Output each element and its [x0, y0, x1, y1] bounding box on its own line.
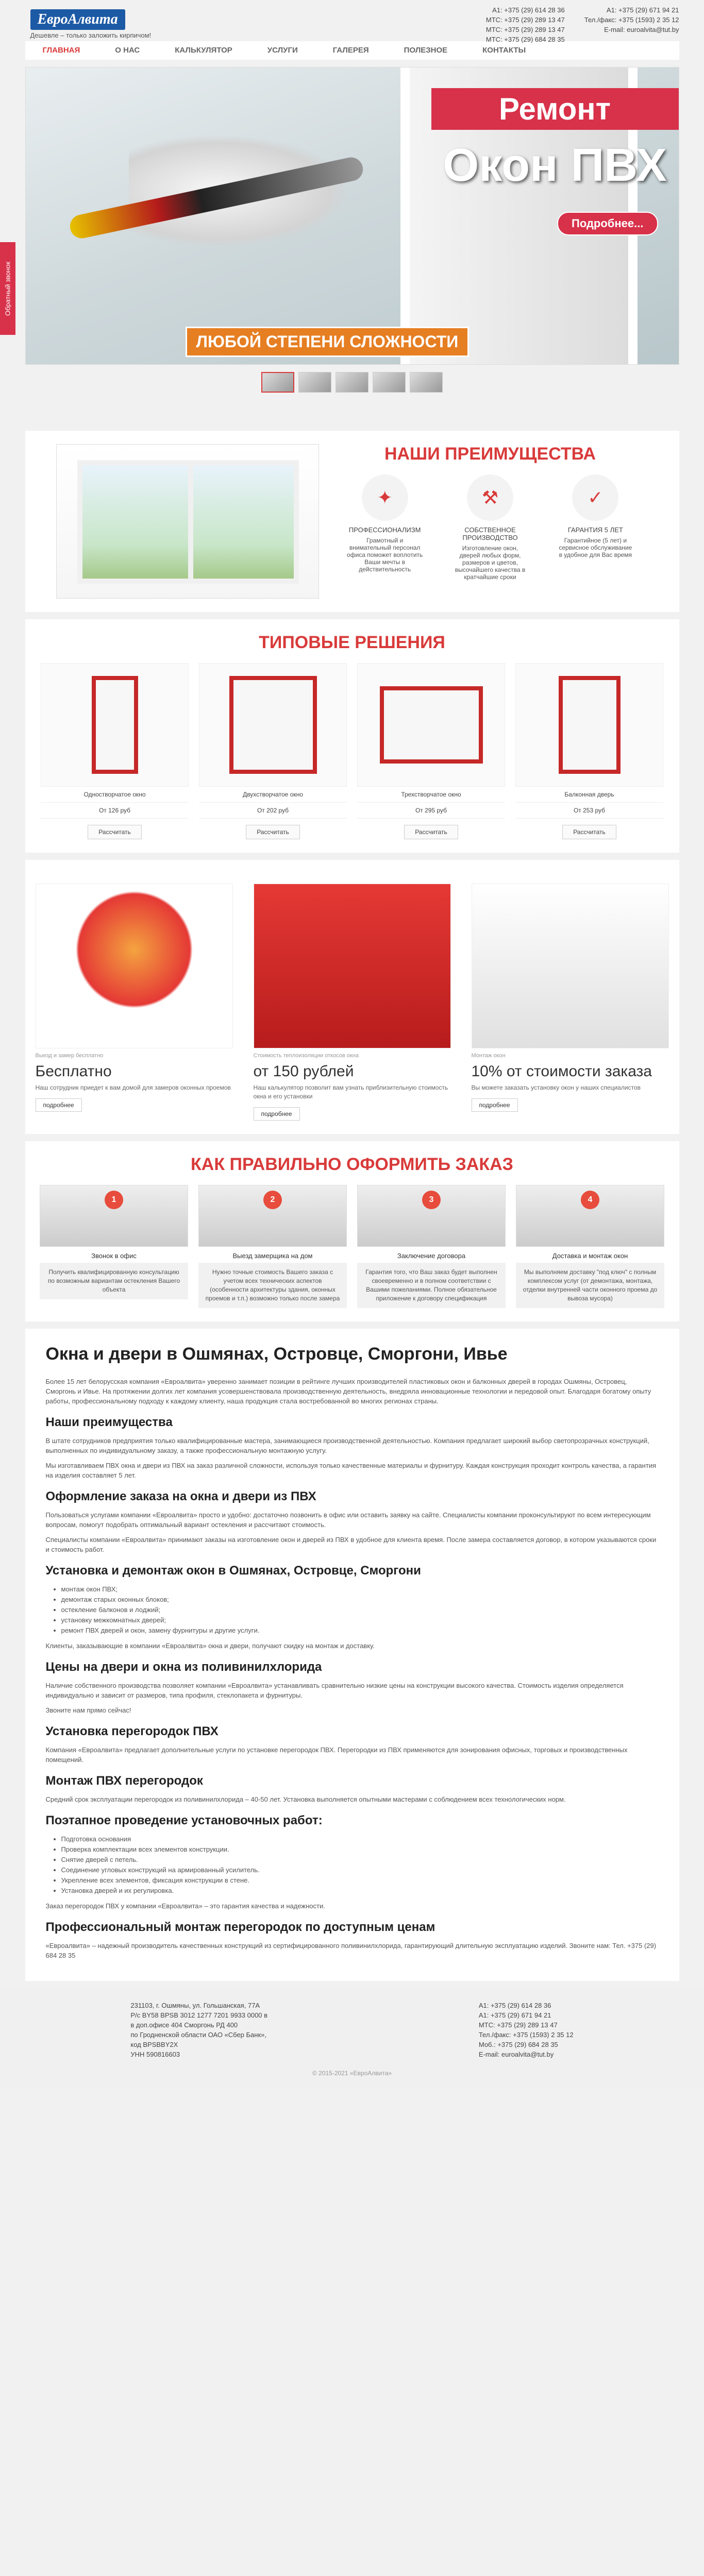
contact-line: A1: +375 (29) 614 28 36 — [492, 6, 565, 14]
type-price: От 126 руб — [41, 803, 189, 819]
type-card — [357, 663, 505, 839]
step-number: 3 — [422, 1191, 441, 1209]
advantage-item — [451, 474, 529, 581]
text-p: Мы изготавливаем ПВХ окна и двери из ПВХ на заказ различной сложности, используя только качественные материалы и фурнитуру. Каждая конструкция проходит контроль качества, а гарантия на изделия составляет 5 лет. — [45, 1462, 657, 1479]
slider-thumb[interactable] — [261, 372, 294, 393]
step-image — [516, 1185, 664, 1247]
step-card — [516, 1185, 664, 1308]
offer-title: от 150 рублей — [253, 1063, 354, 1080]
seo-text — [25, 1329, 679, 1981]
step-desc: Гарантия того, что Ваш заказ будет выполнен своевременно и в полном соответствии с Вашими пожеланиями. Полное обязательное приложение к договору спецификация — [357, 1263, 506, 1308]
step-image — [40, 1185, 188, 1247]
network-icon: ✦ — [362, 474, 408, 521]
offer-calculator-image — [254, 884, 451, 1048]
footer-line: 231103, г. Ошмяны, ул. Гольшанская, 77А — [130, 2002, 260, 2009]
slider-thumb[interactable] — [298, 372, 331, 393]
slider-thumbs — [25, 372, 679, 393]
offer-desc: Наш калькулятор позволит вам узнать приблизительную стоимость окна и его установки — [253, 1084, 448, 1100]
list-item: • Установка дверей и их регулировка. — [61, 1886, 659, 1896]
list-item: • демонтаж старых оконных блоков; — [61, 1595, 659, 1605]
nav-item-5[interactable]: ПОЛЕЗНОЕ — [404, 46, 448, 55]
type-price: От 253 руб — [515, 803, 663, 819]
text-p: «Евроалвита» – надежный производитель качественных конструкций из сертифицированного поливинилхлорида, гарантирующий длительную эксплуатацию изделий. Звоните нам: Тел. +375 (29) 684 28 35 — [45, 1942, 657, 1959]
offer-caption: Монтаж окон — [471, 1053, 506, 1059]
footer-line: Моб.: +375 (29) 684 28 35 — [478, 2041, 558, 2048]
list-item: • установку межкомнатных дверей; — [61, 1615, 659, 1625]
type-price: От 202 руб — [199, 803, 347, 819]
text-p: Клиенты, заказывающие в компании «Евроалвита» окна и двери, получают скидку на монтаж и доставку. — [45, 1642, 375, 1650]
slider-thumb[interactable] — [373, 372, 406, 393]
types-section — [25, 619, 679, 853]
text-h3: Оформление заказа на окна и двери из ПВХ — [45, 1489, 316, 1503]
list-item: • Соединение угловых конструкций на армированный усилитель. — [61, 1865, 659, 1875]
advantages-window-image — [56, 444, 319, 599]
offer-installer-image — [472, 884, 669, 1048]
footer-line: E-mail: euroalvita@tut.by — [478, 2050, 554, 2058]
type-name: Двухстворчатое окно — [199, 787, 347, 803]
step-image — [357, 1185, 506, 1247]
text-h3: Установка и демонтаж окон в Ошмянах, Островце, Сморгони — [45, 1564, 421, 1578]
list-item: • ремонт ПВХ дверей и окон, замену фурнитуры и другие услуги. — [61, 1625, 659, 1636]
text-h3: Профессиональный монтаж перегородок по доступным ценам — [45, 1920, 435, 1934]
type-name: Одностворчатое окно — [41, 787, 189, 803]
hero-tag1: Ремонт — [431, 88, 679, 130]
contact-line: A1: +375 (29) 671 94 21 — [606, 6, 679, 14]
step-number: 4 — [581, 1191, 599, 1209]
type-name: Трехстворчатое окно — [357, 787, 505, 803]
list-item: • остекление балконов и лоджий; — [61, 1605, 659, 1615]
step-desc: Получить квалифицированную консультацию по возможным вариантам остекления Вашего объекта — [40, 1263, 188, 1299]
step-title: Доставка и монтаж окон — [552, 1252, 628, 1260]
advantages-title: НАШИ ПРЕИМУЩЕСТВА — [384, 444, 596, 464]
slider-thumb[interactable] — [336, 372, 368, 393]
offer-card — [36, 884, 233, 1121]
step-desc: Нужно точные стоимость Вашего заказа с учетом всех технических аспектов (особенности архитектуры здания, оконных проемов и т.п.) возможно только после замера — [198, 1263, 347, 1308]
text-p: Компания «Евроалвита» предлагает дополнительные услуги по установке перегородок ПВХ. Перегородки из ПВХ применяются для зонирования офисных, торговых и производственных помещений. — [45, 1746, 628, 1764]
footer-line: A1: +375 (29) 671 94 21 — [478, 2011, 551, 2019]
offer-caption: Стоимость теплоизоляции откосов окна — [253, 1053, 359, 1059]
advantage-title: СОБСТВЕННОЕ ПРОИЗВОДСТВО — [462, 526, 518, 541]
offer-more-button[interactable]: подробнее — [254, 1107, 300, 1121]
services-list — [46, 1584, 659, 1636]
types-title: ТИПОВЫЕ РЕШЕНИЯ — [259, 633, 445, 652]
text-h3: Установка перегородок ПВХ — [45, 1724, 219, 1738]
steps-section — [25, 1141, 679, 1321]
contact-line: МТС: +375 (29) 289 13 47 — [485, 16, 565, 24]
step-title: Заключение договора — [397, 1252, 466, 1260]
footer — [0, 1988, 704, 2089]
offer-card — [254, 884, 451, 1121]
nav-item-4[interactable]: ГАЛЕРЕЯ — [332, 46, 369, 55]
contacts-right — [584, 5, 679, 44]
text-p: Средний срок эксплуатации перегородок из поливинилхлорида – 40-50 лет. Установка выполняется опытными мастерами с соблюдением всех технологических норм. — [45, 1795, 566, 1803]
window-type-image — [199, 663, 347, 787]
step-number: 2 — [263, 1191, 282, 1209]
offer-worker-image — [36, 884, 233, 1048]
nav-item-6[interactable]: КОНТАКТЫ — [482, 46, 526, 55]
step-card — [198, 1185, 347, 1308]
contact-line: Тел./факс: +375 (1593) 2 35 12 — [584, 16, 679, 24]
contacts-left — [486, 5, 565, 44]
window-type-image — [357, 663, 505, 787]
check-icon: ✓ — [572, 474, 618, 521]
type-card — [515, 663, 663, 839]
window-type-image — [41, 663, 189, 787]
offer-caption: Выезд и замер бесплатно — [35, 1053, 104, 1059]
step-number: 1 — [105, 1191, 123, 1209]
type-card — [199, 663, 347, 839]
advantage-title: ПРОФЕССИОНАЛИЗМ — [348, 526, 421, 534]
footer-line: A1: +375 (29) 614 28 36 — [478, 2002, 551, 2009]
text-p: В штате сотрудников предприятия только квалифицированные мастера, занимающиеся производственной деятельностью. Компания предлагает широкий выбор светопрозрачных конструкций, выполненных по индивидуальному заказу, а также профессиональную монтажную услугу. — [45, 1437, 649, 1454]
type-card — [41, 663, 189, 839]
nav-item-2[interactable]: КАЛЬКУЛЯТОР — [175, 46, 232, 55]
steps-list — [46, 1834, 659, 1896]
offer-desc: Вы можете заказать установку окон у наших специалистов — [471, 1084, 641, 1091]
advantages-section — [25, 431, 679, 612]
list-item: • Подготовка основания — [61, 1834, 659, 1844]
advantage-desc: Изготовление окон, дверей любых форм, размеров и цветов, высочайшего качества в кратчайшие сроки — [455, 545, 526, 581]
calculate-button[interactable]: Рассчитать — [562, 825, 616, 839]
offers-section — [25, 860, 679, 1134]
text-h3: Наши преимущества — [45, 1415, 173, 1429]
footer-line: МТС: +375 (29) 289 13 47 — [478, 2021, 558, 2029]
list-item: • монтаж окон ПВХ; — [61, 1584, 659, 1595]
callback-tab[interactable]: Обратный звонок — [0, 242, 15, 335]
contact-line: E-mail: euroalvita@tut.by — [604, 26, 679, 33]
advantage-item — [346, 474, 424, 581]
window-type-image — [515, 663, 663, 787]
list-item: • Проверка комплектации всех элементов конструкции. — [61, 1844, 659, 1855]
offer-more-button[interactable]: подробнее — [472, 1098, 518, 1112]
header-contacts — [486, 5, 679, 44]
footer-address — [130, 2001, 267, 2059]
calculate-button[interactable]: Рассчитать — [404, 825, 458, 839]
advantage-desc: Грамотный и внимательный персонал офиса поможет воплотить Ваши мечты в действительность — [347, 537, 423, 573]
nav-item-3[interactable]: УСЛУГИ — [267, 46, 298, 55]
text-p: Более 15 лет белорусская компания «Евроалвита» уверенно занимает позиции в рейтинге лучших производителей пластиковых окон и балконных дверей в городах Ошмяны, Островец, Сморгонь и Ивье. На протяжении долгих лет компания усовершенствовала производственную деятельность, внедряла инновационные технологии и передовой опыт. Благодаря богатому опыту работы, профессиональному подходу к каждому клиенту, наша продукция стала востребованной во многих регионах страны. — [45, 1378, 651, 1405]
footer-line: Тел./факс: +375 (1593) 2 35 12 — [478, 2031, 574, 2039]
logo-text: ЕвроАлвита — [30, 9, 125, 30]
offer-card — [472, 884, 669, 1121]
contact-line: МТС: +375 (29) 684 28 35 — [485, 36, 565, 43]
text-h3: Цены на двери и окна из поливинилхлорида — [45, 1660, 322, 1674]
contact-line: MTC: +375 (29) 289 13 47 — [485, 26, 565, 33]
type-name: Балконная дверь — [515, 787, 663, 803]
logo[interactable] — [30, 9, 152, 39]
text-p: Звоните нам прямо сейчас! — [45, 1706, 131, 1714]
hero-slider — [25, 67, 679, 365]
text-p: Пользоваться услугами компании «Евроалвита» просто и удобно: достаточно позвонить в офис или оставить заявку на сайте. Специалисты компании проконсультируют по всем интересующим вопросам, помогут подобрать оптимальный вариант остекления и рассчитают стоимость. — [45, 1511, 651, 1529]
nav-item-1[interactable]: О НАС — [115, 46, 140, 55]
text-h1: Окна и двери в Ошмянах, Островце, Сморгони, Ивье — [45, 1344, 508, 1364]
header — [25, 0, 679, 41]
hero-tag2: Окон ПВХ — [443, 140, 667, 191]
offer-desc: Наш сотрудник приедет к вам домой для замеров оконных проемов — [35, 1084, 231, 1091]
step-card — [40, 1185, 188, 1308]
calculate-button[interactable]: Рассчитать — [246, 825, 300, 839]
step-title: Выезд замерщика на дом — [232, 1252, 313, 1260]
step-image — [198, 1185, 347, 1247]
footer-line: в доп.офисе 404 Сморгонь РД 400 — [130, 2021, 238, 2029]
footer-line: код BPSBBY2X — [130, 2041, 178, 2048]
slider-thumb[interactable] — [410, 372, 443, 393]
hero-more-button[interactable]: Подробнее... — [557, 212, 658, 235]
type-price: От 295 руб — [357, 803, 505, 819]
footer-phones — [479, 2001, 574, 2059]
advantage-desc: Гарантийное (5 лет) и сервисное обслуживание в удобное для Вас время — [559, 537, 632, 558]
calculate-button[interactable]: Рассчитать — [88, 825, 142, 839]
text-p: Наличие собственного производства позволяет компании «Евроалвита» устанавливать сравнительно низкие цены на конструкции высокого качества. Стоимость изделия определяется индивидуально и зависит от размеров, типа профиля, стеклопакета и фурнитуры. — [45, 1682, 624, 1699]
nav-item-0[interactable]: ГЛАВНАЯ — [42, 46, 80, 55]
offer-title: 10% от стоимости заказа — [471, 1063, 652, 1080]
tools-icon: ⚒ — [467, 474, 513, 521]
step-title: Звонок в офис — [91, 1252, 137, 1260]
list-item: • Укрепление всех элементов, фиксация конструкции в стене. — [61, 1875, 659, 1886]
footer-line: УНН 590816603 — [130, 2050, 180, 2058]
text-p: Заказ перегородок ПВХ у компании «Евроалвита» – это гарантия качества и надежности. — [45, 1902, 325, 1910]
text-h3: Монтаж ПВХ перегородок — [45, 1774, 203, 1788]
logo-slogan: Дешевле – только заложить кирпичом! — [30, 31, 152, 39]
advantage-item — [557, 474, 634, 581]
step-desc: Мы выполняем доставку "под ключ" с полным комплексом услуг (от демонтажа, монтажа, отделки внутренней части оконного проема до вывоза мусора) — [516, 1263, 664, 1308]
hero-complex-label: ЛЮБОЙ СТЕПЕНИ СЛОЖНОСТИ — [186, 327, 470, 357]
advantage-title: ГАРАНТИЯ 5 ЛЕТ — [567, 526, 623, 534]
text-p: Специалисты компании «Евроалвита» принимают заказы на изготовление окон и дверей из ПВХ в удобное для клиента время. После замера составляется договор, в котором указываются сроки и стоимость работ. — [45, 1536, 657, 1553]
list-item: • Снятие дверей с петель. — [61, 1855, 659, 1865]
step-card — [357, 1185, 506, 1308]
offer-more-button[interactable]: подробнее — [36, 1098, 82, 1112]
offer-title: Бесплатно — [35, 1063, 112, 1080]
text-h3: Поэтапное проведение установочных работ: — [45, 1814, 323, 1827]
steps-title: КАК ПРАВИЛЬНО ОФОРМИТЬ ЗАКАЗ — [191, 1155, 513, 1174]
footer-line: по Гродненской области ОАО «Сбер Банк», — [130, 2031, 266, 2039]
copyright: © 2015-2021 «ЕвроАлвита» — [312, 2070, 392, 2077]
footer-line: Р/с BY58 BPSB 3012 1277 7201 9933 0000 в — [130, 2011, 268, 2019]
